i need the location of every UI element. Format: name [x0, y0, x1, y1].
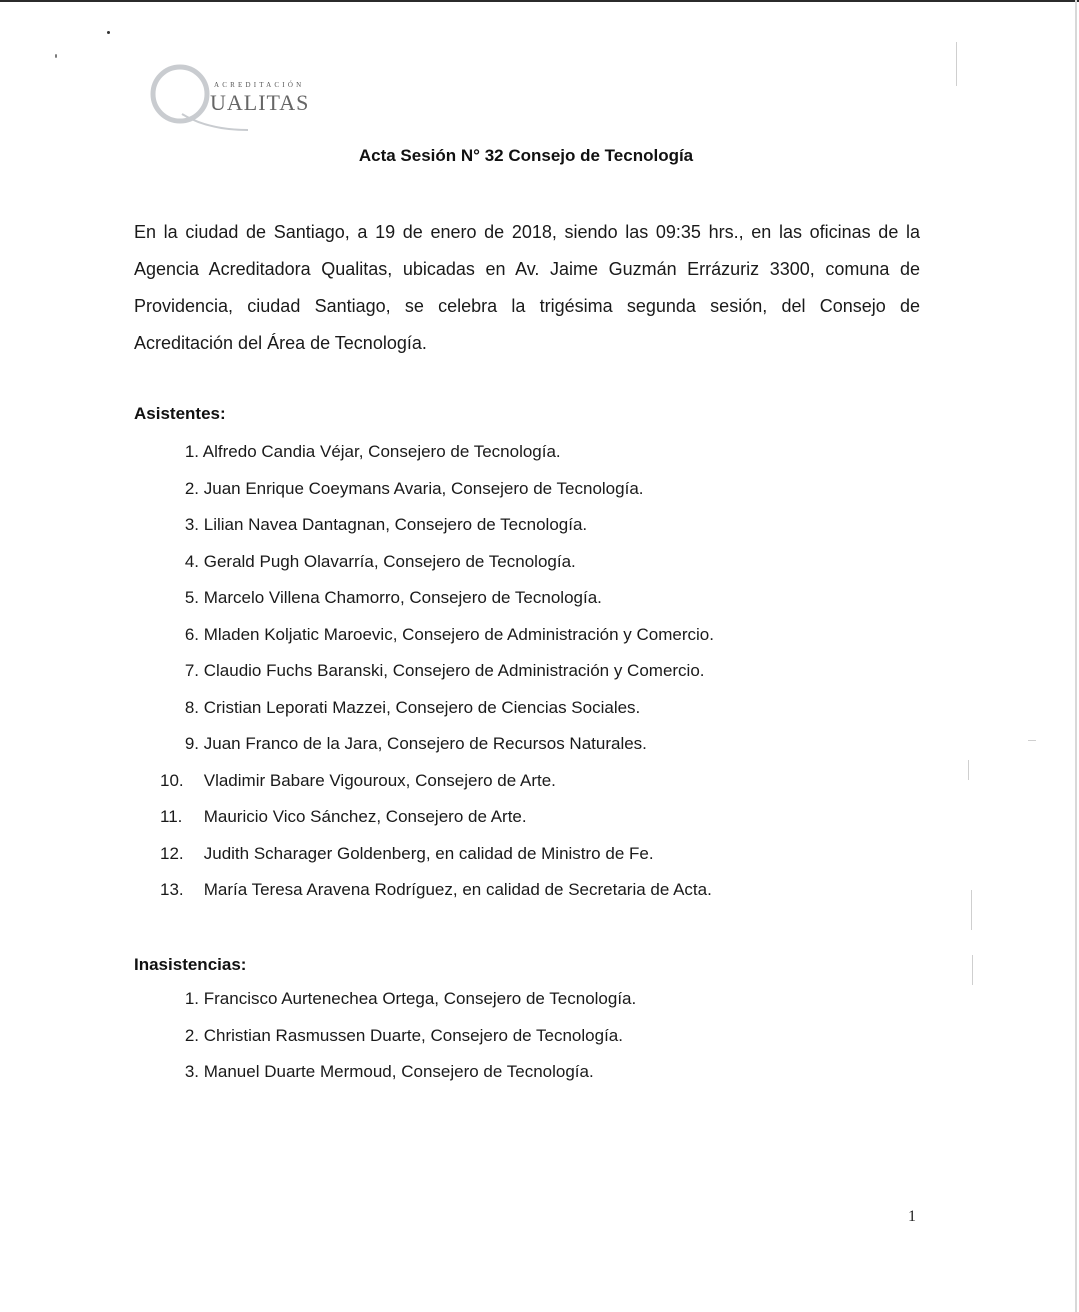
item-number: 1.: [184, 989, 199, 1008]
item-number: 1.: [184, 442, 199, 461]
item-text: Cristian Leporati Mazzei, Consejero de Ciencias Sociales.: [203, 697, 641, 717]
list-item: [160, 1058, 636, 1095]
item-text: Juan Franco de la Jara, Consejero de Recursos Naturales.: [203, 734, 647, 753]
list-item: [160, 438, 714, 475]
list-item: [160, 840, 714, 877]
item-text: Judith Scharager Goldenberg, en calidad de Ministro de Fe.: [203, 843, 654, 863]
item-number: 12.: [160, 843, 184, 863]
item-text: Mladen Koljatic Maroevic, Consejero de Administración y Comercio.: [203, 624, 714, 644]
qualitas-logo: [148, 64, 328, 134]
item-number: 6.: [184, 624, 199, 644]
logo-brand-text: UALITAS: [210, 90, 310, 115]
list-item: [160, 1022, 636, 1059]
attendees-list: [160, 438, 714, 913]
item-number: 7.: [184, 661, 199, 680]
scan-border-top: [0, 0, 1079, 2]
scan-mark: [1028, 740, 1036, 741]
list-item: [160, 876, 714, 913]
list-item: [160, 803, 714, 840]
item-text: Francisco Aurtenechea Ortega, Consejero de Tecnología.: [203, 989, 637, 1008]
item-text: Mauricio Vico Sánchez, Consejero de Arte.: [203, 807, 527, 826]
list-item: [160, 475, 714, 512]
item-text: María Teresa Aravena Rodríguez, en calidad de Secretaria de Acta.: [203, 880, 712, 899]
scan-mark: [971, 890, 972, 930]
item-text: Claudio Fuchs Baranski, Consejero de Administración y Comercio.: [203, 661, 705, 680]
item-number: 3.: [184, 1062, 199, 1081]
list-item: [160, 548, 714, 585]
logo-top-text: ACREDITACIÓN: [214, 81, 305, 89]
item-text: Lilian Navea Dantagnan, Consejero de Tecnología.: [203, 515, 588, 534]
item-text: Christian Rasmussen Duarte, Consejero de Tecnología.: [203, 1025, 623, 1045]
list-item: [160, 985, 636, 1022]
item-number: 2.: [184, 1025, 199, 1045]
scan-mark: [972, 955, 973, 985]
scan-mark: [968, 760, 969, 780]
page-number: 1: [908, 1208, 916, 1225]
item-number: 9.: [184, 734, 199, 753]
item-text: Alfredo Candia Véjar, Consejero de Tecnología.: [202, 442, 561, 461]
list-item: [160, 730, 714, 767]
scan-speck: [55, 54, 57, 58]
scan-speck: [107, 31, 110, 34]
list-item: [160, 767, 714, 804]
list-item: [160, 511, 714, 548]
item-number: 3.: [184, 515, 199, 534]
scan-mark: [956, 42, 957, 86]
item-text: Marcelo Villena Chamorro, Consejero de Tecnología.: [203, 588, 602, 607]
list-item: [160, 584, 714, 621]
list-item: [160, 621, 714, 658]
item-number: 2.: [184, 478, 199, 498]
item-text: Juan Enrique Coeymans Avaria, Consejero de Tecnología.: [203, 478, 644, 498]
item-text: Gerald Pugh Olavarría, Consejero de Tecnología.: [203, 551, 576, 571]
list-item: [160, 694, 714, 731]
item-number: 11.: [160, 807, 183, 826]
item-number: 10.: [160, 770, 184, 790]
item-text: Manuel Duarte Mermoud, Consejero de Tecnología.: [203, 1062, 594, 1081]
absences-list: [160, 985, 636, 1095]
intro-paragraph: En la ciudad de Santiago, a 19 de enero de 2018, siendo las 09:35 hrs., en las oficinas de la Agencia Acreditadora Qualitas, ubicadas en Av. Jaime Guzmán Errázuriz 3300, comuna de Providencia, ciudad Santiago, se celebra la trigésima segunda sesión, del Consejo de Acreditación del Área de Tecnología.: [134, 222, 920, 353]
list-item: [160, 657, 714, 694]
item-number: 8.: [184, 697, 199, 717]
absences-heading: Inasistencias:: [134, 955, 247, 974]
item-number: 4.: [184, 551, 199, 571]
attendees-heading: Asistentes:: [134, 404, 226, 423]
document-title: Acta Sesión N° 32 Consejo de Tecnología: [358, 146, 694, 165]
item-text: Vladimir Babare Vigouroux, Consejero de Arte.: [203, 770, 556, 790]
item-number: 13.: [160, 880, 184, 899]
scan-border-right: [1075, 0, 1077, 1312]
item-number: 5.: [184, 588, 199, 607]
